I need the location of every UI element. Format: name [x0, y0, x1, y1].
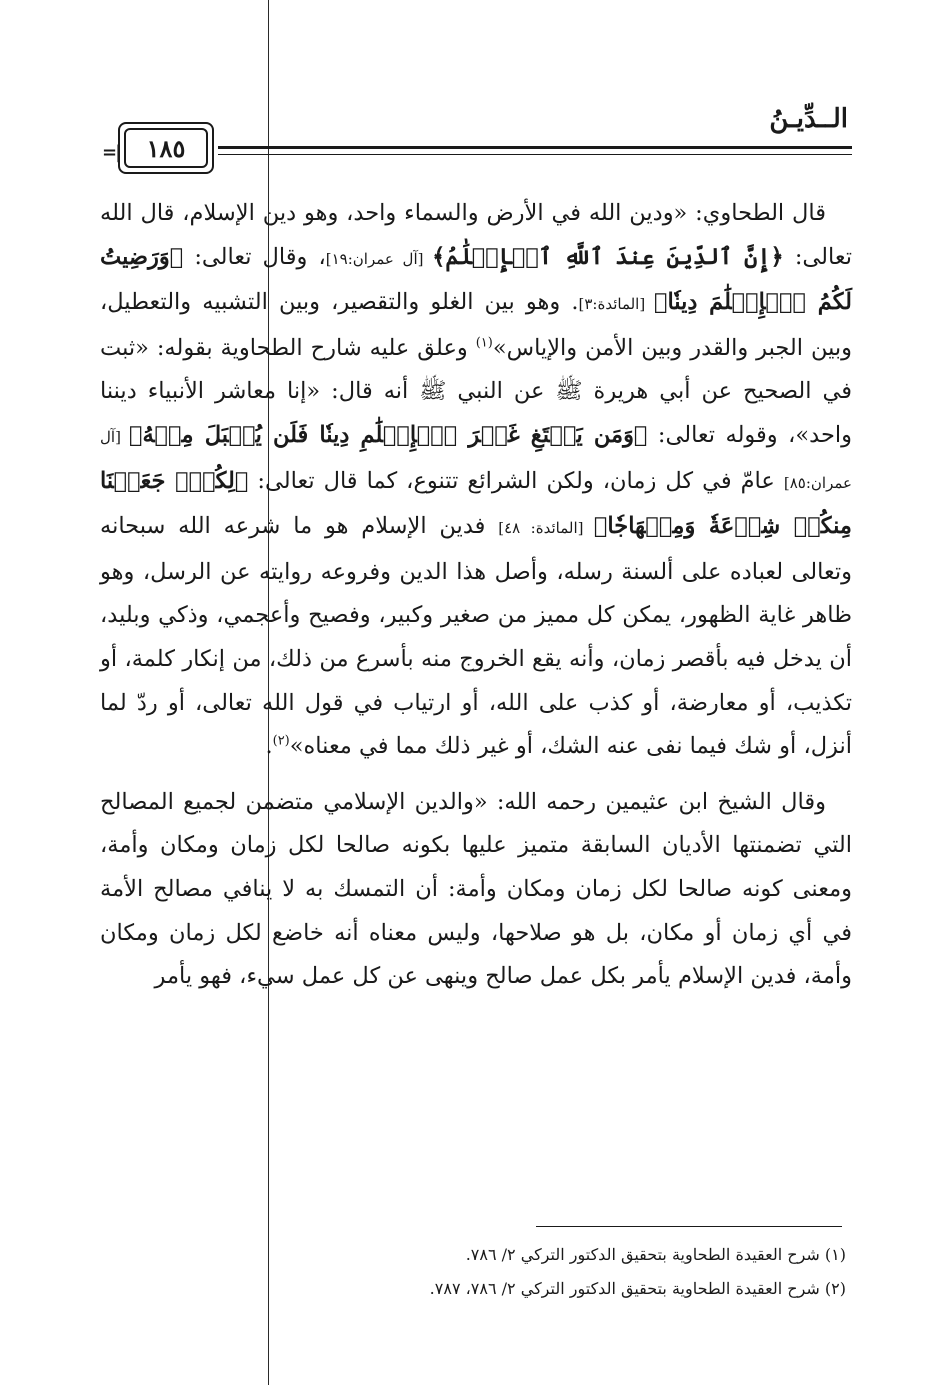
paragraph-1 [100, 192, 852, 769]
footnotes [100, 1238, 846, 1306]
verse-reference: [آل عمران:٨٥] [100, 427, 852, 492]
text-run: قال الطحاوي: «ودين الله في الأرض والسماء واحد، وهو دين الإسلام، قال الله تعالى: [100, 200, 852, 270]
page-header [100, 100, 852, 180]
header-rule-thick [218, 146, 852, 149]
verse-reference: [آل عمران:١٩] [325, 249, 433, 268]
page-number: ١٨٥ [124, 128, 208, 168]
running-title: الــدِّيـنُ [769, 104, 848, 134]
quran-verse: ﴿إِنَّ ٱلدِّينَ عِندَ ٱللَّهِ ٱلۡإِسۡلَٰمُ﴾ [432, 243, 784, 270]
text-run: ، وقال تعالى: [183, 243, 326, 270]
header-edge-marks: =| [102, 142, 120, 163]
quran-verse: ﴿وَمَن يَبۡتَغِ غَيۡرَ ٱلۡإِسۡلَٰمِ دِينٗا فَلَن يُقۡبَلَ مِنۡهُ﴾ [128, 421, 648, 448]
text-run: . [265, 733, 273, 760]
text-run: . وهو بين الغلو والتقصير، وبين التشبيه والتعطيل، وبين الجبر والقدر وبين الأمن والإياس» [100, 289, 852, 361]
footnote-marker: (٢) [272, 733, 290, 749]
quran-verse: ﴿لِكُلّٖ جَعَلۡنَا مِنكُمۡ شِرۡعَةٗ وَمِنۡهَاجٗا﴾ [100, 467, 852, 540]
text-run: عامّ في كل زمان، ولكن الشرائع تتنوع، كما قال تعالى: [248, 467, 784, 494]
footnote-marker: (١) [475, 335, 493, 351]
main-text [100, 192, 852, 999]
verse-reference: [المائدة:٣] [578, 295, 654, 314]
verse-reference: [المائدة: ٤٨] [498, 519, 594, 538]
footnote-1: (١) شرح العقيدة الطحاوية بتحقيق الدكتور التركي ٢/ ٧٨٦. [465, 1245, 846, 1264]
footnote-separator [536, 1226, 842, 1227]
text-run: وعلق عليه شارح الطحاوية بقوله: «ثبت في الصحيح عن أبي هريرة ﷺ عن النبي ﷺ أنه قال: «إنا معاشر الأنبياء ديننا واحد»، وقوله تعالى: [100, 334, 852, 448]
paragraph-2 [100, 781, 852, 999]
quran-verse: ﴿وَرَضِيتُ لَكُمُ ٱلۡإِسۡلَٰمَ دِينٗا﴾ [100, 243, 853, 316]
footnote-2: (٢) شرح العقيدة الطحاوية بتحقيق الدكتور التركي ٢/ ٧٨٦، ٧٨٧. [429, 1279, 846, 1298]
text-run: وقال الشيخ ابن عثيمين رحمه الله: «والدين الإسلامي متضمن لجميع المصالح التي تضمنتها الأديان السابقة متميز عليها بكونه صالحا لكل زمان ومكان وأمة، ومعنى كونه صالحا لكل زمان ومكان وأمة: أن التمسك به لا ينافي مصالح الأمة في أي زمان أو مكان، بل هو صلاحها، وليس معناه أنه خاضع لكل زمان ومكان وأمة، فدين الإسلام يأمر بكل عمل صالح وينهى عن كل عمل سيء، فهو يأمر [100, 788, 852, 990]
header-rule-thin [218, 154, 852, 155]
text-run: فدين الإسلام هو ما شرعه الله سبحانه وتعالى لعباده على ألسنة رسله، وأصل هذا الدين وفروعه روايته عن الرسل، وهو ظاهر غاية الظهور، يمكن كل مميز من صغير وكبير، وفصيح وأعجمي، وذكي وبليد، أن يدخل فيه بأقصر زمان، وأنه يقع الخروج منه بأسرع من ذلك، من إنكار كلمة، أو تكذيب، أو معارضة، أو كذب على الله، أو ارتياب في قول الله تعالى، أو ردّ لما أنزل، أو شك فيما نفى عنه الشك، أو غير ذلك مما في معناه» [100, 513, 852, 760]
